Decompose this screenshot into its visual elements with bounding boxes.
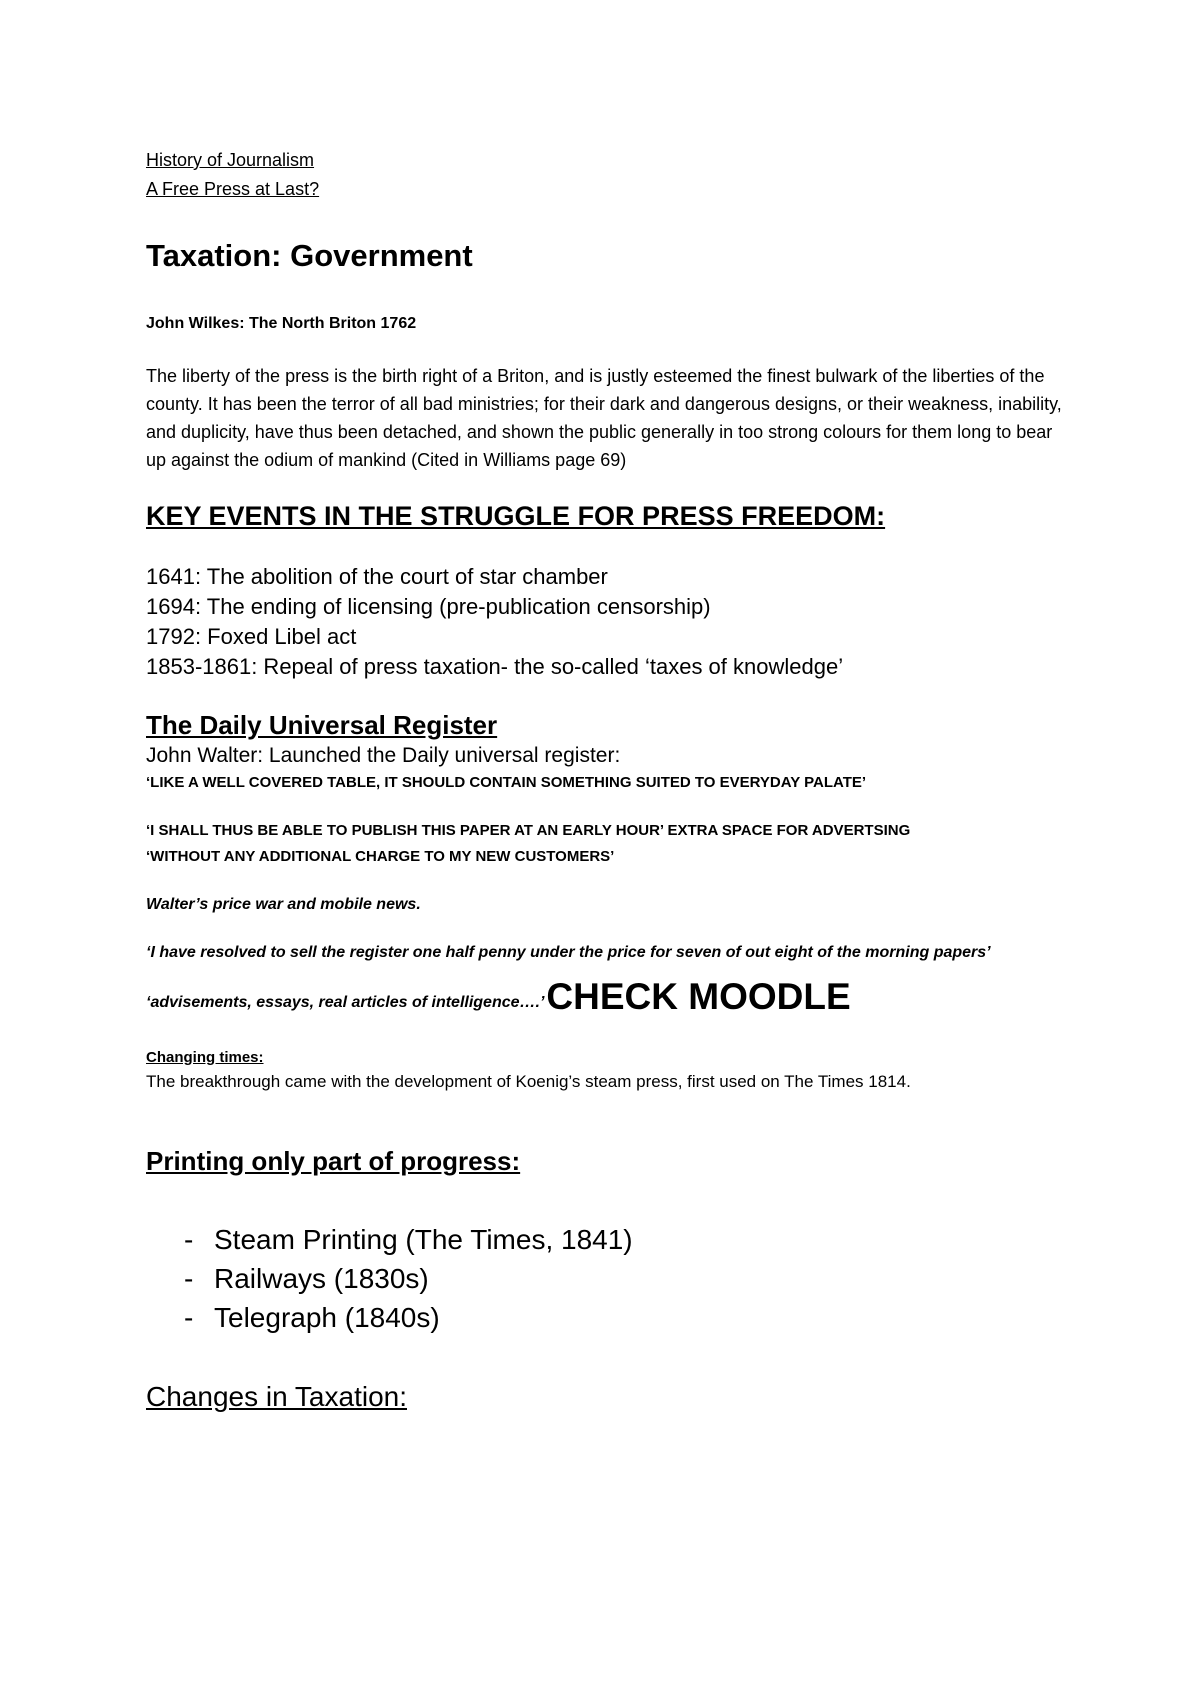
- list-item-text: Railways (1830s): [214, 1263, 429, 1294]
- list-item: [146, 1259, 1076, 1298]
- list-item: [146, 1298, 1076, 1337]
- wilkes-heading: John Wilkes: The North Briton 1762: [146, 315, 417, 332]
- walter-quote-early-line2: ‘WITHOUT ANY ADDITIONAL CHARGE TO MY NEW CUSTOMERS’: [146, 848, 615, 865]
- course-title: History of Journalism: [146, 150, 315, 170]
- changing-times-heading: Changing times:: [146, 1049, 264, 1066]
- key-events-heading: KEY EVENTS IN THE STRUGGLE FOR PRESS FREEDOM:: [146, 501, 886, 531]
- check-moodle-note: CHECK MOODLE: [546, 976, 851, 1017]
- taxation-heading: Taxation: Government: [146, 238, 473, 273]
- lecture-subtitle: A Free Press at Last?: [146, 179, 320, 199]
- document-body: [146, 146, 1076, 1415]
- advisements-row: [146, 974, 1076, 1026]
- dash-bullet: -: [184, 1263, 194, 1294]
- printing-heading: Printing only part of progress:: [146, 1146, 521, 1176]
- key-event-item: 1641: The abolition of the court of star chamber: [146, 564, 608, 589]
- resolved-quote: ‘I have resolved to sell the register one half penny under the price for seven of out eight of the morning papers’: [146, 944, 991, 961]
- changing-times-text: The breakthrough came with the development of Koenig’s steam press, first used on The Times 1814.: [146, 1072, 911, 1091]
- walter-quote-early: [146, 818, 1076, 870]
- key-events-list: [146, 562, 1076, 682]
- key-event-item: 1694: The ending of licensing (pre-publication censorship): [146, 594, 711, 619]
- changes-taxation-heading: Changes in Taxation:: [146, 1381, 407, 1412]
- walter-launched: John Walter: Launched the Daily universal register:: [146, 744, 621, 767]
- dash-bullet: -: [184, 1302, 194, 1333]
- price-war-note: Walter’s price war and mobile news.: [146, 896, 421, 913]
- list-item: [146, 1220, 1076, 1259]
- list-item-text: Steam Printing (The Times, 1841): [214, 1224, 633, 1255]
- wilkes-quote: The liberty of the press is the birth right of a Briton, and is justly esteemed the finest bulwark of the liberties of the county. It has been the terror of all bad ministries; for their dark and dangerous designs, or their weakness, inability, and duplicity, have thus been detached, and shown the public generally in too strong colours for them long to bear up against the odium of mankind (Cited in Williams page 69): [146, 366, 1062, 470]
- walter-quote-table: ‘LIKE A WELL COVERED TABLE, IT SHOULD CONTAIN SOMETHING SUITED TO EVERYDAY PALATE’: [146, 774, 867, 791]
- progress-list: [146, 1220, 1076, 1337]
- dash-bullet: -: [184, 1224, 194, 1255]
- daily-register-heading: The Daily Universal Register: [146, 710, 498, 740]
- walter-quote-early-line1: ‘I SHALL THUS BE ABLE TO PUBLISH THIS PAPER AT AN EARLY HOUR’ EXTRA SPACE FOR ADVERTSING: [146, 822, 911, 839]
- list-item-text: Telegraph (1840s): [214, 1302, 440, 1333]
- advisements-quote: ‘advisements, essays, real articles of intelligence….’: [146, 994, 545, 1011]
- key-event-item: 1853-1861: Repeal of press taxation- the so-called ‘taxes of knowledge’: [146, 654, 844, 679]
- key-event-item: 1792: Foxed Libel act: [146, 624, 357, 649]
